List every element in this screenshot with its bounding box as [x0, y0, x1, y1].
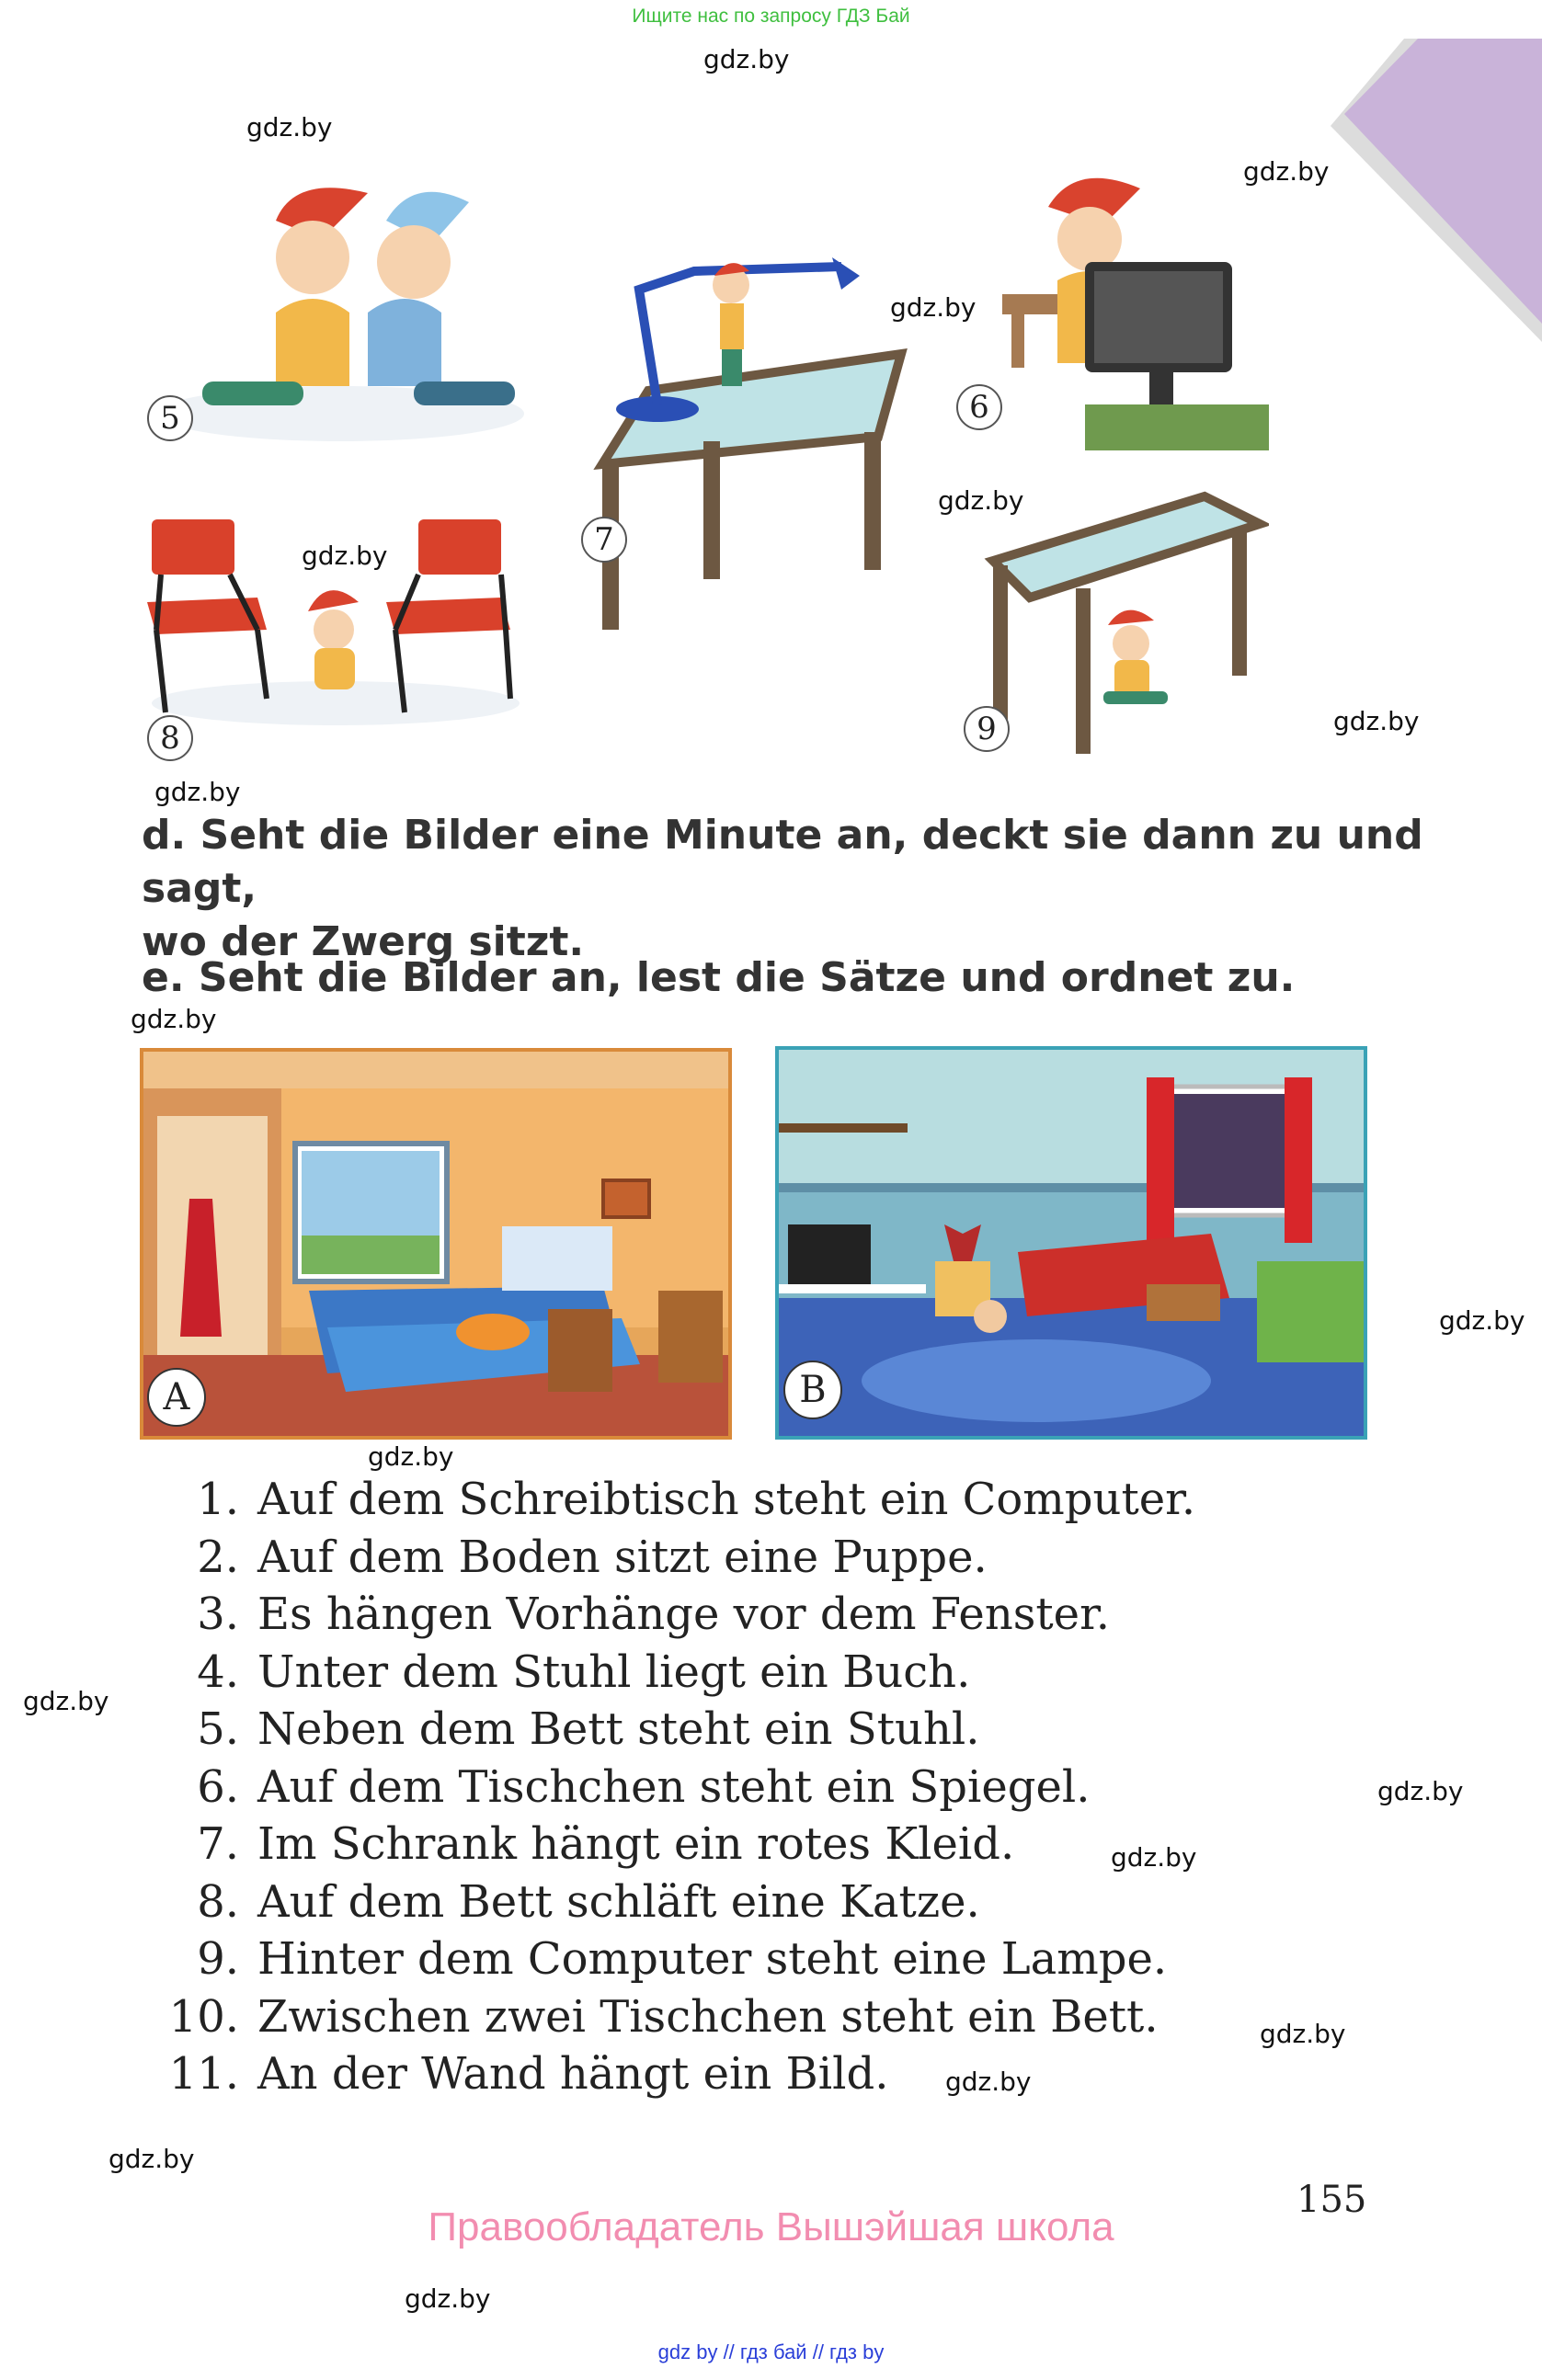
item-number: 6.	[197, 1760, 239, 1813]
illustration-gnome-between-chairs	[138, 501, 524, 731]
illustration-gnome-on-lamp	[565, 234, 915, 639]
item-text: Unter dem Stuhl liegt ein Buch.	[257, 1646, 971, 1698]
task-e: e. Seht die Bilder an, lest die Sätze und ordnet zu.	[142, 954, 1296, 1001]
room-b-label: B	[783, 1361, 842, 1419]
item-text: Es hängen Vorhänge vor dem Fenster.	[257, 1589, 1110, 1640]
task-d-line-1: d. Seht die Bilder eine Minute an, deckt sie dann zu und sagt,	[142, 812, 1423, 912]
list-item	[138, 1759, 1195, 1816]
watermark: gdz.by	[302, 541, 388, 571]
item-number: 7.	[197, 1818, 239, 1870]
task-d-line-2: wo der Zwerg sitzt.	[142, 918, 585, 965]
item-number: 1.	[197, 1474, 239, 1525]
room-b-picture	[775, 1046, 1367, 1440]
picture-number: 7	[581, 517, 627, 563]
item-number: 2.	[197, 1531, 239, 1583]
watermark: gdz.by	[890, 292, 977, 323]
illustration-gnome-behind-monitor	[984, 161, 1296, 464]
list-item	[138, 1471, 1195, 1529]
watermark: gdz.by	[368, 1441, 454, 1472]
item-number: 5.	[197, 1703, 239, 1755]
page-number: 155	[1296, 2179, 1367, 2221]
item-number: 8.	[197, 1875, 239, 1928]
list-item	[138, 1644, 1195, 1702]
list-item	[138, 1586, 1195, 1644]
watermark: gdz.by	[1333, 706, 1420, 736]
watermark: gdz.by	[1260, 2019, 1346, 2049]
item-number: 11.	[168, 2048, 239, 2100]
list-item	[138, 1988, 1195, 2046]
item-number: 3.	[197, 1589, 239, 1640]
item-text: Auf dem Tischchen steht ein Spiegel.	[257, 1760, 1091, 1813]
item-number: 9.	[197, 1933, 239, 1985]
picture-number: 8	[147, 715, 193, 761]
item-text: An der Wand hängt ein Bild.	[257, 2048, 889, 2100]
watermark: gdz.by	[938, 485, 1024, 516]
picture-number: 9	[964, 706, 1010, 752]
item-number: 4.	[197, 1646, 239, 1698]
item-number: 10.	[168, 1990, 239, 2043]
item-text: Auf dem Bett schläft eine Katze.	[257, 1875, 980, 1928]
watermark: gdz.by	[154, 777, 241, 807]
room-a-picture	[140, 1048, 732, 1440]
list-item	[138, 2045, 1195, 2103]
corner-decoration	[1331, 39, 1542, 342]
picture-number: 6	[956, 384, 1002, 430]
item-text: Im Schrank hängt ein rotes Kleid.	[257, 1818, 1015, 1870]
watermark: gdz.by	[945, 2067, 1032, 2097]
list-item	[138, 1930, 1195, 1988]
footer-links[interactable]: gdz by // гдз бай // гдз by	[657, 2340, 885, 2363]
illustration-gnomes-back-to-back	[138, 156, 543, 450]
watermark: gdz.by	[23, 1686, 109, 1716]
list-item	[138, 1529, 1195, 1587]
watermark: gdz.by	[1377, 1776, 1464, 1806]
watermark: gdz.by	[131, 1004, 217, 1034]
picture-number: 5	[147, 395, 193, 441]
room-a-label: A	[147, 1368, 206, 1427]
watermark: gdz.by	[1111, 1842, 1197, 1873]
list-item	[138, 1873, 1195, 1931]
watermark: gdz.by	[405, 2283, 491, 2314]
item-text: Neben dem Bett steht ein Stuhl.	[257, 1703, 980, 1755]
list-item	[138, 1701, 1195, 1759]
item-text: Auf dem Boden sitzt eine Puppe.	[257, 1531, 988, 1583]
top-banner: Ищите нас по запросу ГДЗ Бай	[632, 6, 910, 27]
watermark: gdz.by	[1243, 156, 1330, 187]
item-text: Zwischen zwei Tischchen steht ein Bett.	[257, 1990, 1159, 2043]
watermark: gdz.by	[703, 44, 790, 74]
sentence-list	[138, 1471, 1195, 2103]
item-text: Hinter dem Computer steht eine Lampe.	[257, 1933, 1168, 1985]
watermark: gdz.by	[109, 2144, 195, 2174]
watermark: gdz.by	[1439, 1305, 1525, 1336]
rights-holder: Правообладатель Вышэйшая школа	[428, 2204, 1114, 2249]
list-item	[138, 1816, 1195, 1873]
task-d	[142, 809, 1475, 969]
watermark: gdz.by	[246, 112, 333, 142]
item-text: Auf dem Schreibtisch steht ein Computer.	[257, 1474, 1196, 1525]
